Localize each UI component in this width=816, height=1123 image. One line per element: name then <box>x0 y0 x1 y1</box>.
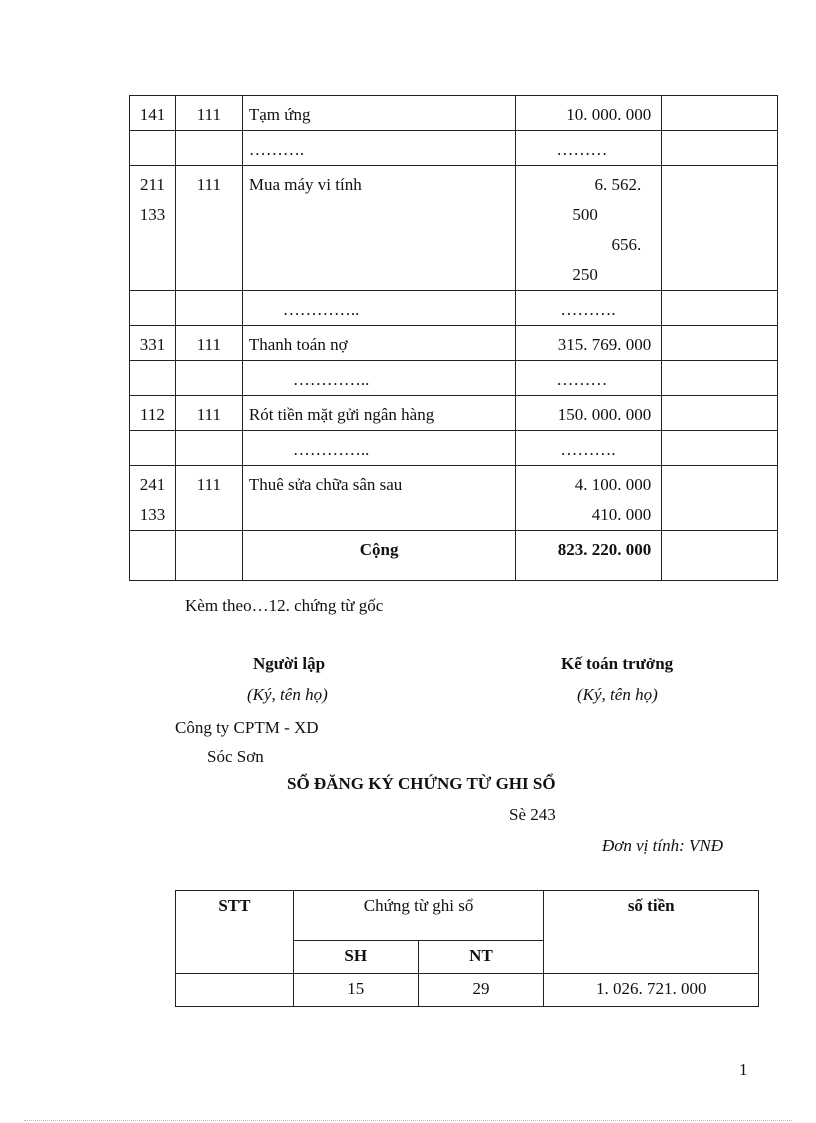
stt-header: STT <box>176 891 294 974</box>
note-cell <box>662 131 778 166</box>
credit-account: 111 <box>175 96 242 131</box>
amount: ………. <box>516 291 662 326</box>
debit-account <box>130 131 176 166</box>
table-row <box>130 396 778 431</box>
debit-account <box>130 531 176 581</box>
debit-account: 241 133 <box>130 466 176 531</box>
sh-header: SH <box>293 941 418 974</box>
credit-account <box>175 361 242 396</box>
credit-account <box>175 531 242 581</box>
table-row <box>130 291 778 326</box>
amount-header: số tiền <box>544 891 759 974</box>
description: Mua máy vi tính <box>242 166 516 291</box>
journal-table <box>129 95 778 581</box>
company-name: Công ty CPTM - XD <box>175 718 319 737</box>
credit-account: 111 <box>175 466 242 531</box>
chief-accountant-title: Kế toán trưởng <box>561 654 674 673</box>
table-row <box>176 891 759 941</box>
description: Tạm ứng <box>242 96 516 131</box>
description: Thanh toán nợ <box>242 326 516 361</box>
total-label: Cộng <box>242 531 516 581</box>
debit-account: 331 <box>130 326 176 361</box>
table-row <box>130 96 778 131</box>
unit-note: Đơn vị tính: VNĐ <box>602 836 723 855</box>
page-number: 1 <box>739 1060 748 1079</box>
note-cell <box>662 396 778 431</box>
table-row <box>176 974 759 1007</box>
nt-header: NT <box>418 941 544 974</box>
table-row <box>130 326 778 361</box>
amount-cell: 1. 026. 721. 000 <box>544 974 759 1007</box>
credit-account: 111 <box>175 166 242 291</box>
credit-account <box>175 431 242 466</box>
credit-account <box>175 131 242 166</box>
sh-cell: 15 <box>293 974 418 1007</box>
note-cell <box>662 166 778 291</box>
preparer-note: (Ký, tên họ) <box>247 685 328 704</box>
amount: 6. 562. 500 656. 250 <box>516 166 662 291</box>
company-location: Sóc Sơn <box>207 747 264 766</box>
amount: 4. 100. 000 410. 000 <box>516 466 662 531</box>
table-row <box>130 431 778 466</box>
note-cell <box>662 291 778 326</box>
table-row <box>130 131 778 166</box>
table-row <box>130 361 778 396</box>
voucher-header: Chứng từ ghi sổ <box>293 891 544 941</box>
note-cell <box>662 531 778 581</box>
table-row <box>130 466 778 531</box>
total-amount: 823. 220. 000 <box>516 531 662 581</box>
debit-account <box>130 431 176 466</box>
description: Thuê sửa chữa sân sau <box>242 466 516 531</box>
amount: 150. 000. 000 <box>516 396 662 431</box>
debit-account <box>130 291 176 326</box>
amount: ……… <box>516 131 662 166</box>
amount: 10. 000. 000 <box>516 96 662 131</box>
register-table <box>175 890 759 1007</box>
description: ………….. <box>242 431 516 466</box>
table-row <box>130 166 778 291</box>
description: Rót tiền mặt gửi ngân hàng <box>242 396 516 431</box>
amount: ………. <box>516 431 662 466</box>
debit-account <box>130 361 176 396</box>
stt-cell <box>176 974 294 1007</box>
register-number: Sè 243 <box>509 805 556 824</box>
description: ………….. <box>242 291 516 326</box>
amount: ……… <box>516 361 662 396</box>
debit-account: 112 <box>130 396 176 431</box>
preparer-title: Người lập <box>253 654 326 673</box>
description: ………….. <box>242 361 516 396</box>
credit-account <box>175 291 242 326</box>
register-title: SỔ ĐĂNG KÝ CHỨNG TỪ GHI SỔ <box>287 774 556 793</box>
amount: 315. 769. 000 <box>516 326 662 361</box>
debit-account: 141 <box>130 96 176 131</box>
page-bottom-divider <box>24 1120 792 1121</box>
description: ………. <box>242 131 516 166</box>
note-cell <box>662 466 778 531</box>
nt-cell: 29 <box>418 974 544 1007</box>
note-cell <box>662 361 778 396</box>
total-row <box>130 531 778 581</box>
note-cell <box>662 431 778 466</box>
debit-account: 211 133 <box>130 166 176 291</box>
chief-accountant-note: (Ký, tên họ) <box>577 685 658 704</box>
credit-account: 111 <box>175 326 242 361</box>
note-cell <box>662 96 778 131</box>
note-cell <box>662 326 778 361</box>
credit-account: 111 <box>175 396 242 431</box>
attachment-note: Kèm theo…12. chứng từ gốc <box>185 596 384 615</box>
